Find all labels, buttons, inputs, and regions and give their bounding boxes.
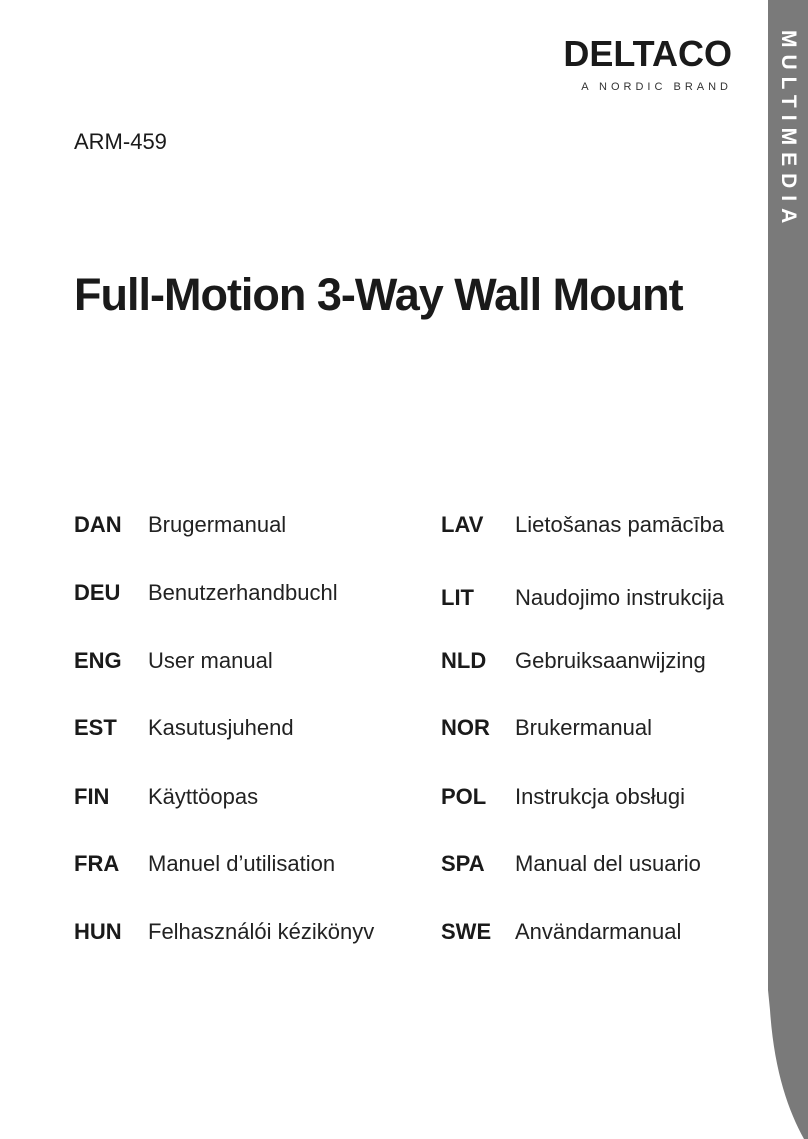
language-code: POL bbox=[441, 784, 487, 809]
language-name: Instrukcja obsługi bbox=[515, 784, 685, 809]
language-code: DEU bbox=[74, 580, 121, 605]
language-code: FIN bbox=[74, 784, 110, 809]
language-code: DAN bbox=[74, 512, 122, 537]
language-name: Naudojimo instrukcija bbox=[515, 585, 725, 610]
language-name: Benutzerhandbuchl bbox=[148, 580, 338, 605]
language-code: HUN bbox=[74, 919, 122, 944]
language-code: ENG bbox=[74, 648, 122, 673]
page-title: Full-Motion 3-Way Wall Mount bbox=[74, 269, 683, 320]
language-name: User manual bbox=[148, 648, 273, 673]
language-name: Käyttöopas bbox=[148, 784, 259, 809]
language-code: FRA bbox=[74, 851, 120, 876]
language-name: Manual del usuario bbox=[515, 851, 701, 876]
language-name: Felhasználói kézikönyv bbox=[148, 919, 375, 944]
language-name: Kasutusjuhend bbox=[148, 715, 294, 740]
language-name: Brugermanual bbox=[148, 512, 287, 537]
brand-name: DELTACO bbox=[563, 33, 732, 74]
language-code: LAV bbox=[441, 512, 484, 537]
category-label: MULTIMEDIA bbox=[777, 30, 800, 231]
language-name: Brukermanual bbox=[515, 715, 652, 740]
language-code: EST bbox=[74, 715, 117, 740]
language-name: Gebruiksaanwijzing bbox=[515, 648, 706, 673]
language-name: Lietošanas pamācība bbox=[515, 512, 725, 537]
brand-tagline: A NORDIC BRAND bbox=[581, 81, 732, 93]
language-code: NOR bbox=[441, 715, 490, 740]
language-name: Användarmanual bbox=[515, 919, 682, 944]
language-code: LIT bbox=[441, 585, 474, 610]
language-code: SPA bbox=[441, 851, 485, 876]
language-code: NLD bbox=[441, 648, 487, 673]
language-code: SWE bbox=[441, 919, 492, 944]
model-number: ARM-459 bbox=[74, 129, 167, 154]
language-name: Manuel d’utilisation bbox=[148, 851, 336, 876]
brand-logo bbox=[560, 28, 740, 100]
